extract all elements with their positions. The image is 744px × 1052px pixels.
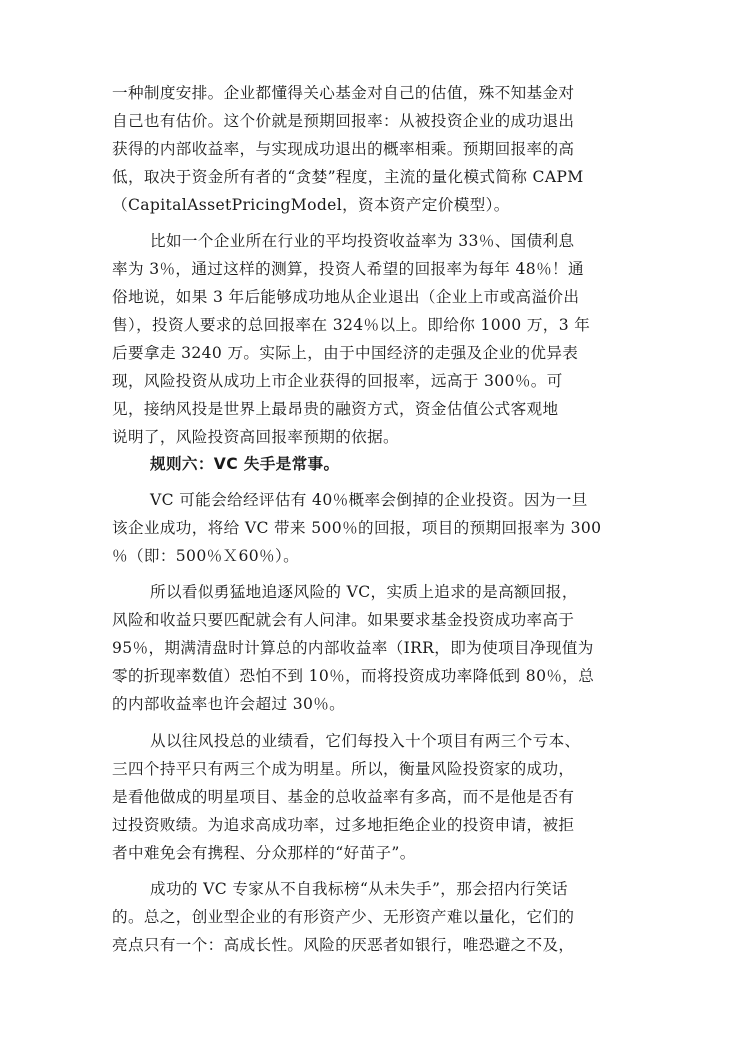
paragraph-4 xyxy=(112,578,632,718)
text-line: 售），投资人要求的总回报率在 324％以上。即给你 1000 万，3 年 xyxy=(112,316,591,334)
section-heading xyxy=(112,450,632,478)
text-line: 过投资败绩。为追求高成功率，过多地拒绝企业的投资申请，被拒 xyxy=(112,816,575,834)
text-line: 者中难免会有携程、分众那样的“好苗子”。 xyxy=(112,844,416,862)
text-line: 从以往风投总的业绩看，它们每投入十个项目有两三个亏本、 xyxy=(150,732,581,750)
text-line: 的内部收益率也许会超过 30％。 xyxy=(112,695,346,713)
text-line: 的。总之，创业型企业的有形资产少、无形资产难以量化，它们的 xyxy=(112,908,575,926)
text-line: 比如一个企业所在行业的平均投资收益率为 33％、国债利息 xyxy=(150,232,575,250)
text-line: 见，接纳风投是世界上最昂贵的融资方式，资金估值公式客观地 xyxy=(112,400,559,418)
paragraph-1 xyxy=(112,79,632,219)
text-line: 三四个持平只有两三个成为明星。所以，衡量风险投资家的成功， xyxy=(112,760,575,778)
paragraph-5 xyxy=(112,727,632,867)
text-line: 说明了，风险投资高回报率预期的依据。 xyxy=(112,428,399,446)
text-line: 风险和收益只要匹配就会有人问津。如果要求基金投资成功率高于 xyxy=(112,611,575,629)
text-line: 该企业成功，将给 VC 带来 500％的回报，项目的预期回报率为 300 xyxy=(112,519,602,537)
text-line: 获得的内部收益率，与实现成功退出的概率相乘。预期回报率的高 xyxy=(112,140,575,158)
text-line: 低，取决于资金所有者的“贪婪”程度，主流的量化模式简称 CAPM xyxy=(112,168,584,186)
text-line: 95％，期满清盘时计算总的内部收益率（IRR，即为使项目净现值为 xyxy=(112,639,594,657)
text-line: 是看他做成的明星项目、基金的总收益率有多高，而不是他是否有 xyxy=(112,788,575,806)
text-line: 后要拿走 3240 万。实际上，由于中国经济的走强及企业的优异表 xyxy=(112,344,579,362)
text-line: 自己也有估价。这个价就是预期回报率：从被投资企业的成功退出 xyxy=(112,112,575,130)
paragraph-6 xyxy=(112,875,632,959)
text-line: 现，风险投资从成功上市企业获得的回报率，远高于 300％。可 xyxy=(112,372,563,390)
text-line: 俗地说，如果 3 年后能够成功地从企业退出（企业上市或高溢价出 xyxy=(112,288,580,306)
rule-heading: 规则六：VC 失手是常事。 xyxy=(150,455,340,473)
text-line: VC 可能会给经评估有 40％概率会倒掉的企业投资。因为一旦 xyxy=(150,491,588,509)
text-line: 所以看似勇猛地追逐风险的 VC，实质上追求的是高额回报， xyxy=(150,583,578,601)
text-line: 率为 3％，通过这样的测算，投资人希望的回报率为每年 48％！通 xyxy=(112,260,584,278)
text-line: 零的折现率数值）恐怕不到 10％，而将投资成功率降低到 80％，总 xyxy=(112,667,595,685)
paragraph-3 xyxy=(112,486,632,570)
text-line: 一种制度安排。企业都懂得关心基金对自己的估值，殊不知基金对 xyxy=(112,84,575,102)
text-line: 亮点只有一个：高成长性。风险的厌恶者如银行，唯恐避之不及， xyxy=(112,936,575,954)
paragraph-2 xyxy=(112,227,632,451)
text-line: ％（即：500％Ｘ60％）。 xyxy=(112,547,300,565)
text-line: （CapitalAssetPricingModel，资本资产定价模型）。 xyxy=(112,196,510,214)
text-line: 成功的 VC 专家从不自我标榜“从未失手”，那会招内行笑话 xyxy=(150,880,568,898)
